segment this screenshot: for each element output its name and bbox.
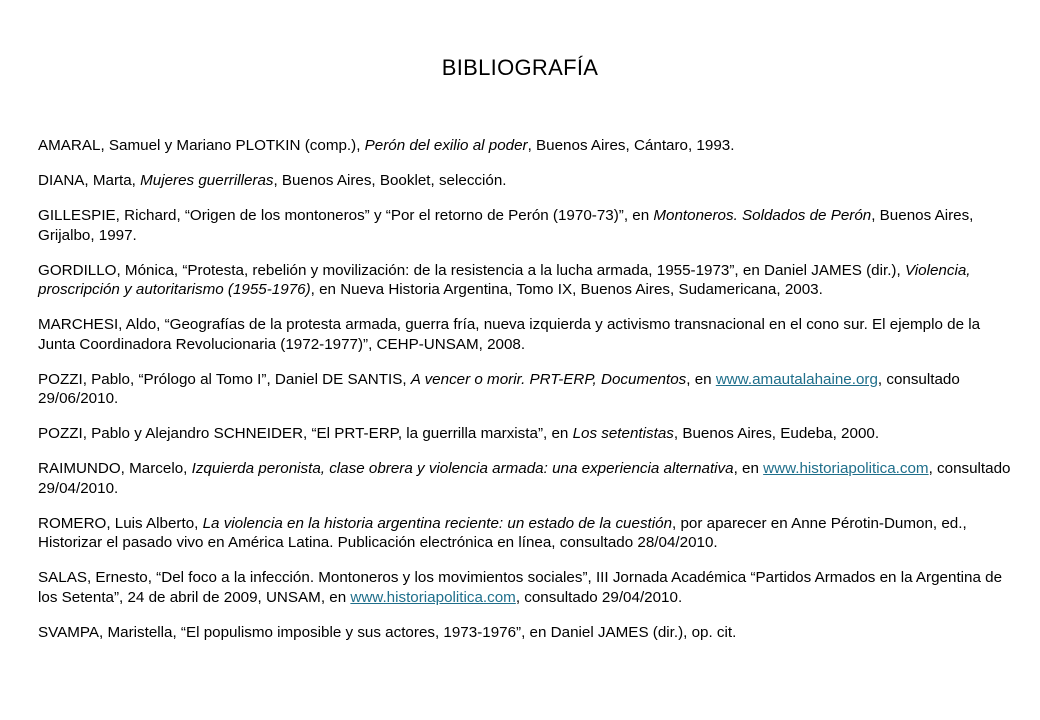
entry-text: POZZI, Pablo y Alejandro SCHNEIDER, “El PRT-ERP, la guerrilla marxista”, en [38,425,573,442]
bib-entry-pozzi-schneider [38,424,1013,444]
entry-text: , Buenos Aires, Booklet, selección. [273,172,507,189]
entry-title: Izquierda peronista, clase obrera y violencia armada: una experiencia alternativa [191,460,734,477]
bib-entry-pozzi [38,370,1013,409]
entry-text: , Buenos Aires, Grijalbo, 1997. [38,207,974,244]
bib-entry-diana [38,171,1013,191]
bib-entry-amaral [38,136,1013,156]
entry-text: , consultado 29/06/2010. [38,370,960,407]
entry-title: A vencer o morir. PRT-ERP, Documentos [410,370,687,388]
entry-title: Montoneros. Soldados de Perón [653,207,872,224]
entry-text: , por aparecer en Anne Pérotin-Dumon, ed., Historizar el pasado vivo en América Latina. Publicación electrónica en línea, consultado 28/04/2010. [38,514,967,551]
bib-entry-raimundo [38,459,1013,498]
amautalahaine-link[interactable]: www.amautalahaine.org [715,370,878,388]
entry-text: GILLESPIE, Richard, “Origen de los montoneros” y “Por el retorno de Perón (1970-73)”, en [38,207,654,224]
bib-entry-gordillo [38,261,1013,300]
entry-text: SALAS, Ernesto, “Del foco a la infección. Montoneros y los movimientos sociales”, III Jornada Académica “Partidos Armados en la Argentina de los Setenta”, 24 de abril de 2009, UNSAM, en [38,569,1003,606]
entry-text: MARCHESI, Aldo, “Geografías de la protesta armada, guerra fría, nueva izquierda y activismo transnacional en el cono sur. El ejemplo de la Junta Coordinadora Revolucionaria (1972-1977)”, CEHP-UNSAM, 2008. [38,316,981,353]
entry-text: ROMERO, Luis Alberto, [38,514,203,532]
bib-entry-salas [38,568,1013,607]
entry-text: GORDILLO, Mónica, “Protesta, rebelión y movilización: de la resistencia a la lucha armada, 1955-1973”, en Daniel JAMES (dir.), [38,261,905,279]
entry-text: , consultado 29/04/2010. [515,588,683,606]
bib-entry-gillespie [38,206,1013,245]
entry-text: POZZI, Pablo, “Prólogo al Tomo I”, Daniel DE SANTIS, [38,370,411,388]
entry-title: La violencia en la historia argentina reciente: un estado de la cuestión [202,514,673,532]
entry-text: , en [733,460,764,477]
entry-title: Mujeres guerrilleras [140,172,274,189]
historiapolitica-link[interactable]: www.historiapolitica.com [350,588,516,606]
page-title: BIBLIOGRAFÍA [441,55,599,80]
entry-text: , consultado 29/04/2010. [38,460,1011,497]
entry-text: , Buenos Aires, Cántaro, 1993. [527,137,735,154]
entry-title: Violencia, proscripción y autoritarismo (1955-1976) [38,261,971,298]
historiapolitica-link[interactable]: www.historiapolitica.com [763,460,929,477]
entry-text: DIANA, Marta, [38,172,141,189]
entry-text: , en [686,370,716,388]
entry-title: Perón del exilio al poder [364,137,528,154]
bib-entry-svampa [38,623,1013,643]
bibliography-list [38,136,1013,658]
entry-text: RAIMUNDO, Marcelo, [38,460,192,477]
bib-entry-marchesi [38,315,1013,354]
entry-text: , en Nueva Historia Argentina, Tomo IX, Buenos Aires, Sudamericana, 2003. [310,281,823,298]
entry-title: Los setentistas [572,425,674,442]
entry-text: AMARAL, Samuel y Mariano PLOTKIN (comp.), [38,137,365,154]
bib-entry-romero [38,514,1013,553]
entry-text: , Buenos Aires, Eudeba, 2000. [673,425,880,442]
entry-text: SVAMPA, Maristella, “El populismo imposible y sus actores, 1973-1976”, en Daniel JAMES (dir.), op. cit. [38,623,737,641]
